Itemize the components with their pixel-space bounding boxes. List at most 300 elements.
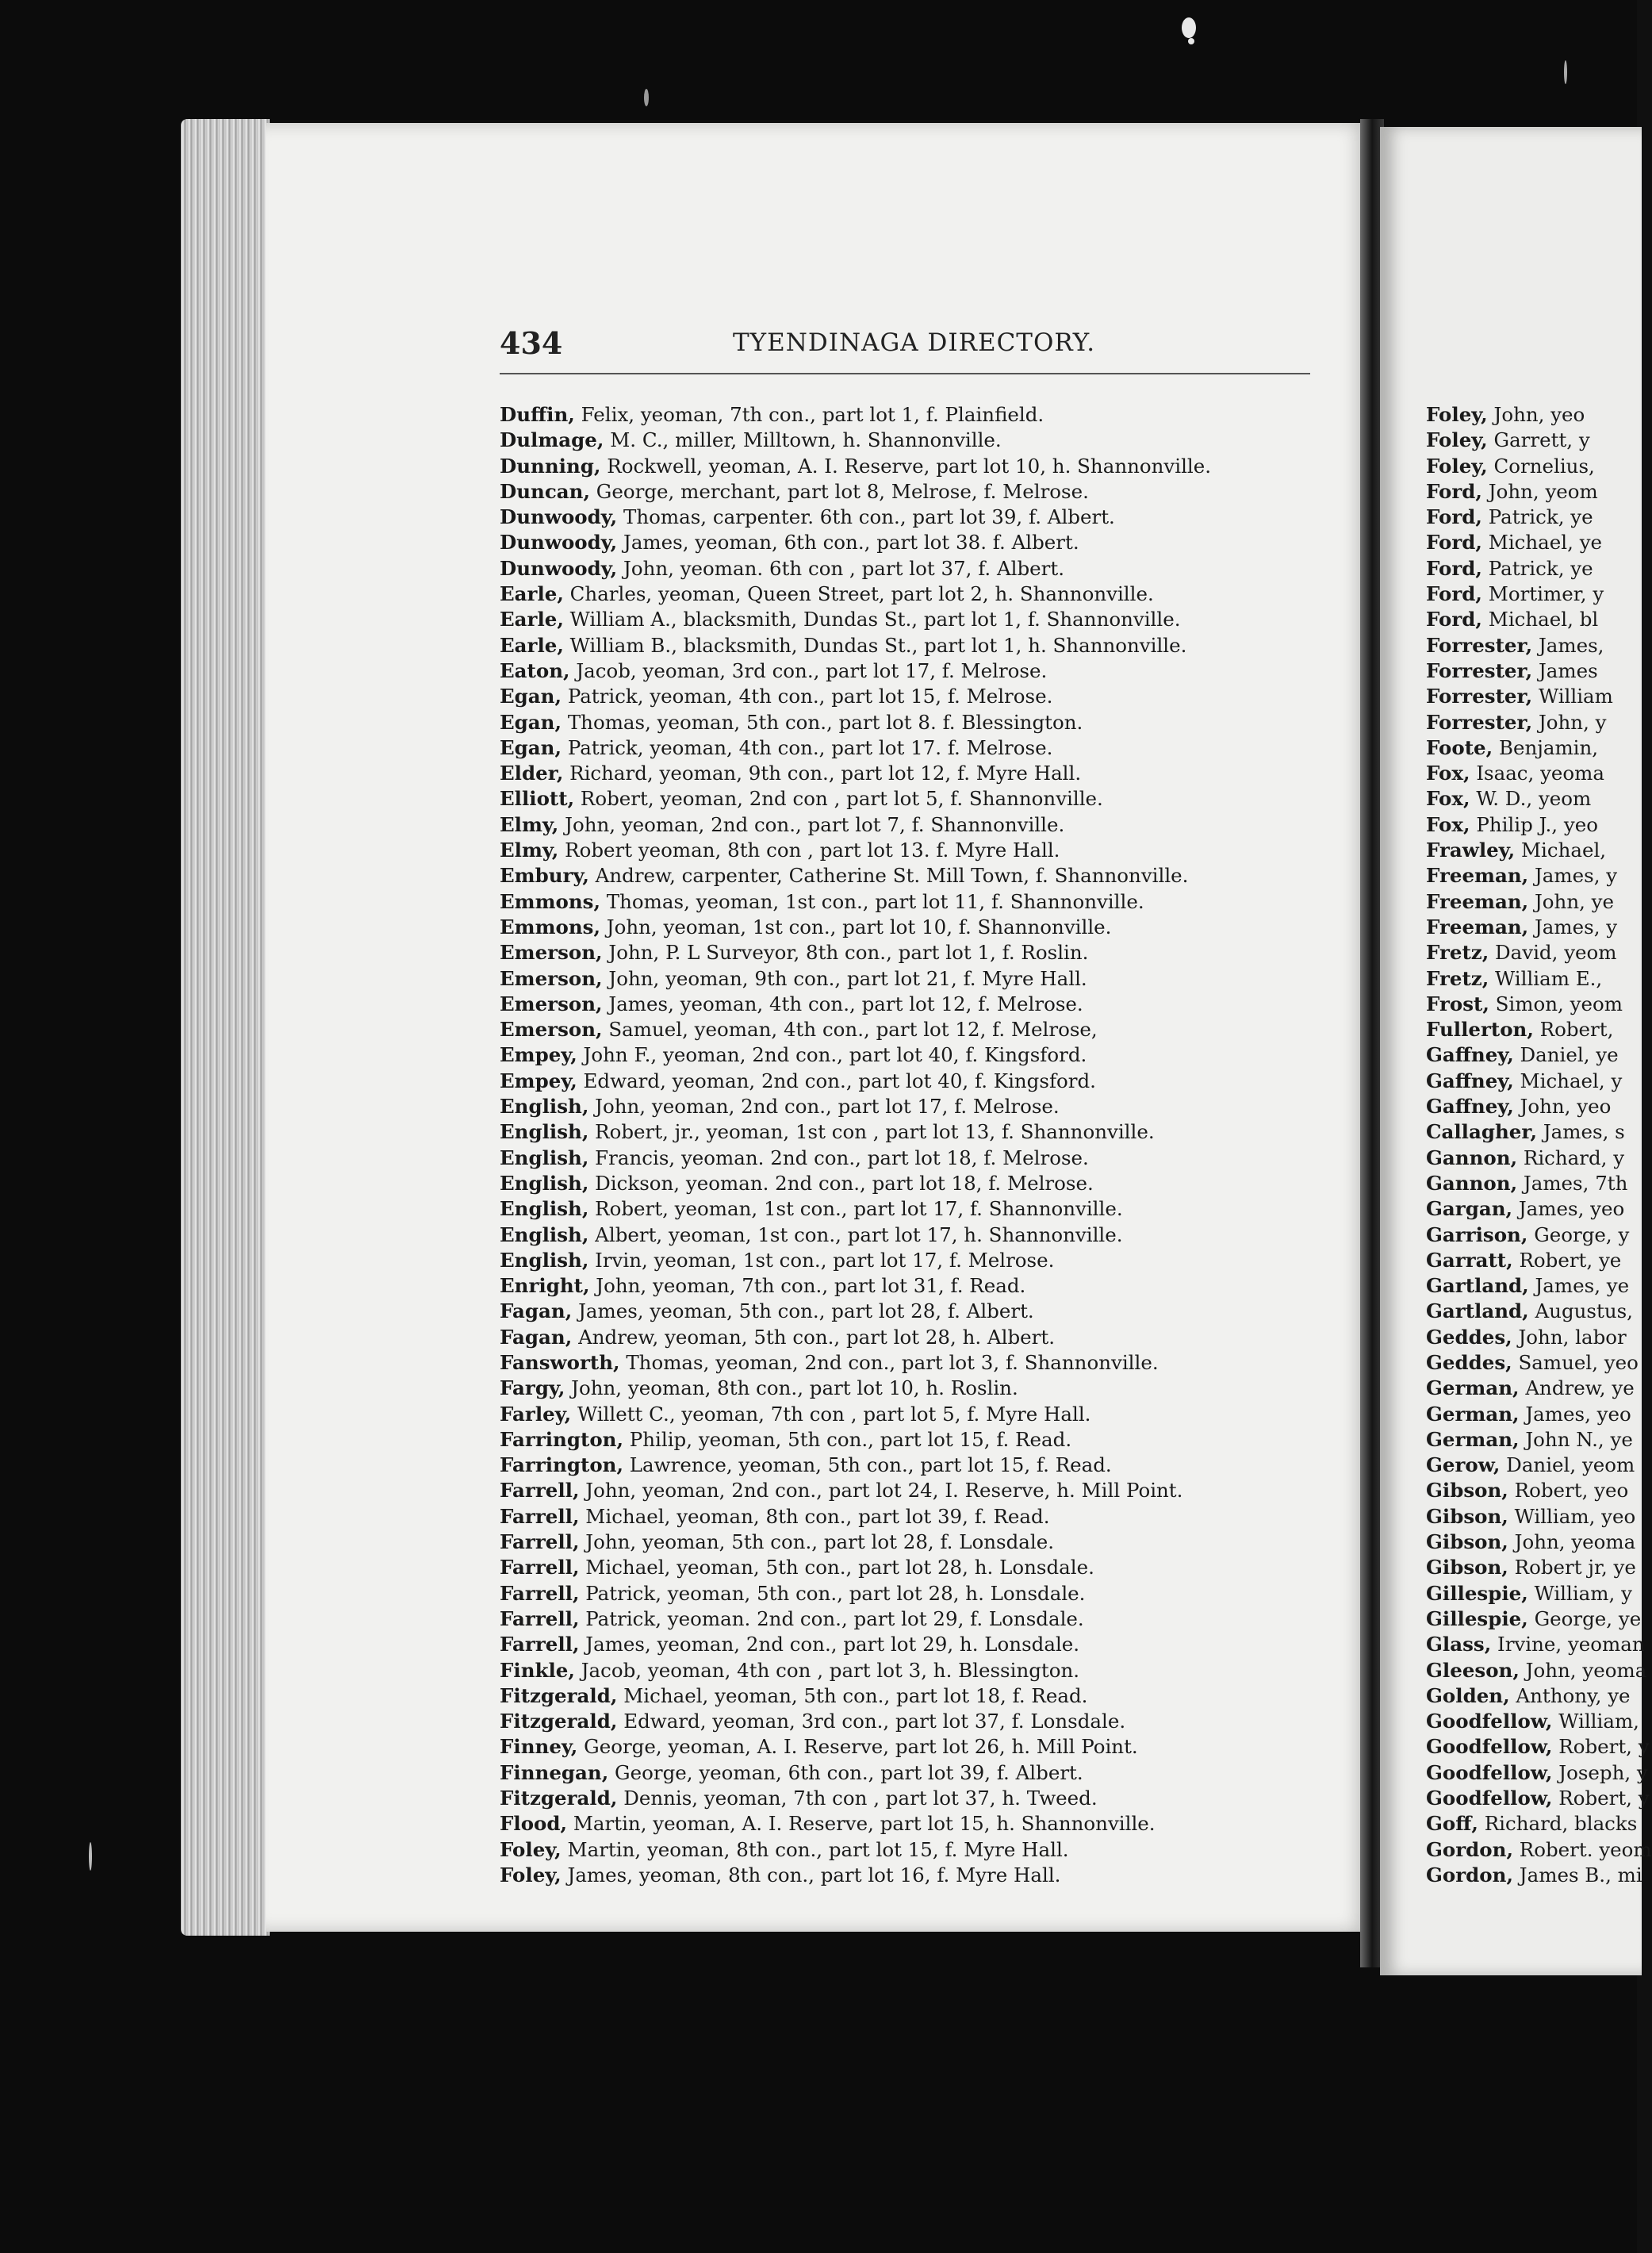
entry-surname: Fox, [1426,762,1470,785]
entry-details: Michael, yeoman, 5th con., part lot 28, h. Lonsdale. [579,1556,1094,1579]
directory-entry [1426,940,1637,965]
entry-details: Jacob, yeoman, 4th con , part lot 3, h. Blessington. [574,1658,1080,1682]
entry-surname: Frost, [1426,992,1489,1015]
entry-surname: Dunwoody, [500,556,618,580]
directory-entry [1426,1734,1650,1760]
directory-entry [500,1017,1348,1042]
entry-surname: Ford, [1426,556,1482,580]
directory-entry [1426,838,1637,863]
entry-surname: Gannon, [1426,1171,1518,1195]
entry-details: John, yeoma [1519,1658,1647,1682]
directory-entry [500,1837,1348,1863]
entry-details: William, [1552,1710,1639,1733]
directory-entry [1426,684,1637,709]
entry-details: Willett C., yeoman, 7th con , part lot 5, f. Myre Hall. [571,1402,1091,1426]
entry-details: Robert, y [1552,1735,1650,1759]
entry-surname: Gargan, [1426,1197,1513,1221]
dust-speck [1182,17,1196,38]
entry-surname: Ford, [1426,505,1482,529]
entry-details: Edward, yeoman, 2nd con., part lot 40, f. Kingsford. [577,1069,1096,1092]
directory-entry [500,992,1348,1017]
entry-details: Jacob, yeoman, 3rd con., part lot 17, f. Melrose. [569,658,1048,682]
entry-surname: English, [500,1222,589,1246]
entry-details: Richard, blacks [1478,1812,1638,1836]
entry-surname: Gordon, [1426,1837,1513,1861]
entry-details: James, 7th [1517,1171,1628,1195]
entry-surname: Gerow, [1426,1453,1501,1477]
entry-details: William [1532,685,1613,708]
directory-entry [1426,812,1637,838]
directory-entry [500,684,1348,709]
directory-entry [1426,1478,1637,1503]
directory-entry [500,1222,1348,1248]
entry-surname: Empey, [500,1069,577,1092]
entry-surname: Ford, [1426,479,1482,503]
directory-entry [500,607,1348,632]
directory-entry [500,761,1348,786]
directory-entry [1426,1042,1637,1068]
dust-speck [1564,60,1567,84]
entry-surname: Forrester, [1426,658,1533,682]
entry-surname: Freeman, [1426,889,1529,913]
entry-details: Andrew, ye [1519,1376,1635,1400]
directory-entry [1426,1171,1637,1196]
directory-entry [1426,1299,1637,1324]
entry-surname: Enright, [500,1274,590,1298]
entry-surname: Dulmage, [500,428,604,452]
entry-surname: Gillespie, [1426,1606,1528,1630]
entry-surname: Farrell, [500,1633,580,1656]
entry-details: Patrick, yeoman, 5th con., part lot 28, h. Lonsdale. [579,1581,1086,1605]
entry-surname: English, [500,1171,589,1195]
entry-surname: Gibson, [1426,1504,1508,1528]
directory-entry [1426,1837,1652,1863]
entry-surname: Farley, [500,1402,572,1426]
entry-details: James, yeo [1512,1197,1625,1221]
directory-entry [500,454,1348,479]
entry-details: Isaac, yeoma [1470,762,1605,785]
entry-details: John, yeoman, 2nd con., part lot 24, I. Reserve, h. Mill Point. [579,1479,1183,1503]
entry-details: James, yeoman, 5th con., part lot 28, f. Albert. [572,1299,1034,1323]
directory-entry [1426,1402,1637,1427]
entry-surname: Garrison, [1426,1222,1528,1246]
directory-entry [500,812,1348,838]
entry-surname: Farrington, [500,1453,623,1477]
entry-details: Joseph, y [1552,1760,1648,1784]
directory-entry [1426,556,1637,581]
entry-details: Daniel, yeom [1500,1453,1635,1477]
directory-entry [1426,1760,1648,1786]
directory-entry [1426,915,1637,940]
entry-surname: Foley, [1426,454,1488,478]
entry-surname: German, [1426,1427,1520,1451]
directory-entry [500,710,1348,735]
entry-surname: Golden, [1426,1683,1510,1707]
entry-surname: Duncan, [500,479,591,503]
entry-details: Thomas, yeoman, 1st con., part lot 11, f. Shannonville. [600,889,1144,913]
entry-details: Patrick, yeoman, 4th con., part lot 17. f. Melrose. [562,735,1053,759]
entry-surname: Emerson, [500,1018,603,1042]
directory-entry [500,1069,1348,1094]
directory-entry [500,863,1348,889]
entry-surname: Fansworth, [500,1350,620,1374]
entry-surname: Geddes, [1426,1325,1512,1349]
directory-entry [1426,710,1637,735]
entry-details: Lawrence, yeoman, 5th con., part lot 15, f. Read. [623,1453,1112,1477]
entry-details: John, yeoman, 5th con., part lot 28, f. Lonsdale. [579,1530,1055,1554]
entry-surname: Fullerton, [1426,1018,1534,1042]
directory-entry [500,1453,1348,1478]
entry-surname: Egan, [500,710,562,734]
entry-surname: Egan, [500,685,562,708]
entry-details: Richard, y [1517,1146,1625,1169]
entry-surname: Finnegan, [500,1760,609,1784]
entry-surname: Ford, [1426,608,1482,631]
directory-entry [500,889,1348,915]
directory-entry [500,1504,1348,1530]
dust-speck [644,89,649,106]
entry-surname: Farrington, [500,1427,623,1451]
entry-surname: Flood, [500,1812,568,1836]
entry-surname: Forrester, [1426,685,1533,708]
entry-surname: Gordon, [1426,1863,1513,1886]
entry-surname: English, [500,1146,589,1169]
entry-details: Andrew, yeoman, 5th con., part lot 28, h. Albert. [572,1325,1055,1349]
entry-details: Andrew, carpenter, Catherine St. Mill Town, f. Shannonville. [588,864,1189,888]
directory-entry [1426,1709,1637,1734]
entry-details: Dennis, yeoman, 7th con , part lot 37, h. Tweed. [617,1787,1098,1810]
entry-details: James, yeo [1519,1402,1631,1426]
entry-surname: Gleeson, [1426,1658,1520,1682]
entry-surname: Goff, [1426,1812,1478,1836]
entry-details: Thomas, yeoman, 2nd con., part lot 3, f. Shannonville. [619,1350,1159,1374]
entry-details: Robert yeoman, 8th con , part lot 13. f. Myre Hall. [558,839,1060,862]
entry-details: Francis, yeoman. 2nd con., part lot 18, f. Melrose. [588,1146,1089,1169]
entry-details: James B., mi [1513,1863,1642,1886]
directory-entry [500,1658,1348,1683]
directory-entry [500,505,1348,530]
entry-details: John, y [1532,710,1607,734]
directory-entry [1426,786,1637,812]
entry-surname: Ford, [1426,582,1482,606]
entry-details: John, yeo [1513,1095,1612,1119]
entry-details: John, yeo [1487,403,1585,426]
entry-details: James, ye [1528,1274,1630,1298]
directory-entry [500,530,1348,555]
entry-details: M. C., miller, Milltown, h. Shannonville. [604,428,1002,452]
directory-entry [500,915,1348,940]
entry-surname: English, [500,1248,589,1272]
page-edges [181,119,270,1936]
directory-entry [1426,479,1637,505]
directory-entry [1426,966,1637,992]
entry-details: John, yeoman. 6th con , part lot 37, f. Albert. [617,556,1065,580]
entry-details: William E., [1489,966,1603,990]
entry-details: Patrick, yeoman, 4th con., part lot 15, f. Melrose. [562,685,1053,708]
entry-details: Samuel, yeoman, 4th con., part lot 12, f. Melrose, [602,1018,1098,1042]
entry-details: Dickson, yeoman. 2nd con., part lot 18, f. Melrose. [588,1171,1094,1195]
entry-surname: Foley, [1426,403,1488,426]
entry-details: James, y [1528,915,1618,938]
entry-details: Robert, yeoman, 1st con., part lot 17, f. Shannonville. [588,1197,1123,1221]
entry-details: James, y [1528,864,1618,888]
entry-details: Michael, yeoman, 8th con., part lot 39, f. Read. [579,1504,1050,1528]
directory-entry [1426,1325,1637,1350]
entry-details: Irvine, yeoman [1491,1633,1645,1656]
directory-entry [1426,761,1637,786]
entry-details: Philip J., yeo [1470,812,1598,836]
directory-entry [1426,889,1637,915]
header-rule [500,373,1310,374]
directory-entry [500,1196,1348,1222]
entry-surname: Fagan, [500,1299,573,1323]
entry-details: John, yeoman, 8th con., part lot 10, h. Roslin. [565,1376,1018,1400]
directory-entry [1426,1273,1637,1299]
entry-details: Martin, yeoman, 8th con., part lot 15, f. Myre Hall. [561,1837,1069,1861]
directory-entry [500,1325,1348,1350]
directory-entry [1426,1376,1637,1401]
entry-details: Martin, yeoman, A. I. Reserve, part lot 15, h. Shannonville. [567,1812,1156,1836]
entry-surname: Gibson, [1426,1479,1508,1503]
directory-entry [1426,735,1637,761]
directory-entry [1426,1453,1637,1478]
entry-details: Michael, y [1513,1069,1623,1092]
entry-surname: Elmy, [500,839,559,862]
entry-surname: Foote, [1426,735,1493,759]
entry-details: John, yeoman, 1st con., part lot 10, f. Shannonville. [600,915,1112,938]
entry-details: Patrick, ye [1481,505,1593,529]
entry-surname: Emmons, [500,915,600,938]
entry-surname: English, [500,1120,589,1144]
directory-entry [500,658,1348,684]
entry-details: Patrick, yeoman. 2nd con., part lot 29, f. Lonsdale. [579,1606,1084,1630]
directory-entry [1426,863,1637,889]
directory-entry [1426,1863,1642,1888]
directory-entry [500,1478,1348,1503]
entry-surname: Foley, [500,1863,562,1886]
directory-entry [1426,1094,1637,1119]
entry-details: Michael, yeoman, 5th con., part lot 18, f. Read. [617,1683,1088,1707]
entry-details: Thomas, yeoman, 5th con., part lot 8. f. Blessington. [562,710,1083,734]
directory-entry [500,966,1348,992]
entry-surname: Forrester, [1426,710,1533,734]
directory-entry [1426,1069,1637,1094]
entry-surname: Gibson, [1426,1556,1508,1579]
entry-details: David, yeom [1489,941,1617,965]
entry-details: James, [1532,633,1604,657]
entry-details: Irvin, yeoman, 1st con., part lot 17, f. Melrose. [588,1248,1055,1272]
entry-details: Robert, yeoman, 2nd con , part lot 5, f. Shannonville. [574,787,1103,811]
entry-details: Augustus, [1528,1299,1633,1323]
directory-entry [1426,1530,1637,1555]
directory-entry [500,1811,1348,1837]
entry-details: Robert, y [1552,1787,1650,1810]
directory-entry [500,1171,1348,1196]
directory-entry [1426,1632,1645,1657]
directory-entry [500,1709,1348,1734]
entry-details: George, merchant, part lot 8, Melrose, f. Melrose. [590,479,1089,503]
entry-details: George, ye [1527,1606,1642,1630]
entry-surname: Farrell, [500,1504,580,1528]
entry-details: Samuel, yeo [1512,1350,1639,1374]
directory-entry [1426,1119,1637,1145]
entry-surname: Gaffney, [1426,1043,1514,1067]
entry-surname: Farrell, [500,1606,580,1630]
entry-surname: Fagan, [500,1325,573,1349]
entry-details: Patrick, ye [1481,556,1593,580]
entry-surname: Fretz, [1426,941,1489,965]
entry-surname: Emmons, [500,889,600,913]
dust-speck [1188,38,1194,44]
directory-entry [1426,992,1637,1017]
directory-entry [500,1581,1348,1606]
entry-details: Felix, yeoman, 7th con., part lot 1, f. Plainfield. [574,403,1044,426]
right-page-entries [1426,402,1652,1888]
directory-entry [500,838,1348,863]
directory-entry [1426,633,1637,658]
entry-details: Thomas, carpenter. 6th con., part lot 39, f. Albert. [617,505,1115,529]
entry-details: James [1532,658,1598,682]
directory-entry [1426,607,1637,632]
entry-details: Robert, jr., yeoman, 1st con , part lot 13, f. Shannonville. [588,1120,1155,1144]
entry-details: Albert, yeoman, 1st con., part lot 17, h. Shannonville. [588,1222,1123,1246]
directory-entry [1426,1248,1637,1273]
directory-entry [1426,1606,1642,1632]
entry-details: Daniel, ye [1513,1043,1619,1067]
directory-entry [500,556,1348,581]
directory-entry [500,428,1348,453]
entry-details: W. D., yeom [1470,787,1592,811]
entry-details: Robert, [1533,1018,1614,1042]
directory-entry [500,1786,1348,1811]
entry-surname: Dunning, [500,454,601,478]
directory-entry [1426,581,1637,607]
directory-entry [1426,1658,1647,1683]
entry-surname: Earle, [500,633,564,657]
entry-details: John, yeoman, 2nd con., part lot 7, f. Shannonville. [558,812,1065,836]
directory-entry [1426,1811,1637,1837]
entry-details: John F., yeoman, 2nd con., part lot 40, f. Kingsford. [577,1043,1087,1067]
directory-entry [500,786,1348,812]
entry-details: Rockwell, yeoman, A. I. Reserve, part lot 10, h. Shannonville. [600,454,1212,478]
directory-entry [500,1683,1348,1709]
entry-surname: Duffin, [500,403,575,426]
entry-surname: Dunwoody, [500,531,618,555]
directory-entry [1426,1350,1637,1376]
directory-entry [500,940,1348,965]
directory-entry [1426,1581,1637,1606]
entry-surname: Dunwoody, [500,505,618,529]
entry-details: Robert. yeom [1513,1837,1652,1861]
entry-surname: Farrell, [500,1479,580,1503]
entry-details: William, y [1527,1581,1632,1605]
entry-details: John, yeoma [1508,1530,1636,1554]
entry-details: Philip, yeoman, 5th con., part lot 15, f. Read. [623,1427,1072,1451]
directory-entry [500,1248,1348,1273]
directory-entry [1426,454,1637,479]
entry-surname: Fretz, [1426,966,1489,990]
directory-entry [500,1427,1348,1453]
entry-surname: Emerson, [500,992,603,1015]
directory-entry [500,479,1348,505]
entry-details: John, yeom [1481,479,1598,503]
entry-surname: Farrell, [500,1556,580,1579]
dust-speck [89,1842,92,1871]
directory-entry [500,1350,1348,1376]
entry-surname: Goodfellow, [1426,1735,1553,1759]
entry-details: Robert jr, ye [1508,1556,1636,1579]
entry-surname: Foley, [1426,428,1488,452]
entry-details: James, yeoman, 2nd con., part lot 29, h. Lonsdale. [579,1633,1080,1656]
entry-surname: Egan, [500,735,562,759]
directory-entries [500,402,1348,1888]
entry-surname: Gannon, [1426,1146,1518,1169]
entry-details: George, yeoman, A. I. Reserve, part lot 26, h. Mill Point. [577,1735,1138,1759]
directory-entry [1426,658,1637,684]
entry-surname: Earle, [500,608,564,631]
directory-entry [500,633,1348,658]
directory-entry [1426,1555,1637,1580]
directory-entry [1426,1786,1650,1811]
entry-details: William A., blacksmith, Dundas St., part lot 1, f. Shannonville. [563,608,1181,631]
directory-entry [500,1042,1348,1068]
entry-surname: Gillespie, [1426,1581,1528,1605]
entry-surname: Embury, [500,864,589,888]
entry-surname: Gibson, [1426,1530,1508,1554]
entry-details: Richard, yeoman, 9th con., part lot 12, f. Myre Hall. [563,762,1082,785]
directory-entry [1426,1146,1637,1171]
entry-surname: Emerson, [500,966,603,990]
directory-entry [1426,428,1637,453]
directory-entry [1426,1683,1637,1709]
entry-surname: Emerson, [500,941,603,965]
entry-surname: Freeman, [1426,864,1529,888]
entry-surname: English, [500,1095,589,1119]
entry-details: Michael, [1515,839,1607,862]
directory-entry [500,1530,1348,1555]
entry-surname: Goodfellow, [1426,1787,1553,1810]
entry-details: Robert, ye [1512,1248,1622,1272]
entry-details: James, yeoman, 4th con., part lot 12, f. Melrose. [602,992,1083,1015]
directory-entry [500,1376,1348,1401]
directory-entry [500,1760,1348,1786]
entry-details: Michael, ye [1481,531,1603,555]
directory-entry [500,1094,1348,1119]
entry-surname: Gaffney, [1426,1095,1514,1119]
directory-entry [500,1555,1348,1580]
directory-entry [500,1863,1348,1888]
entry-details: John, yeoman, 2nd con., part lot 17, f. Melrose. [588,1095,1060,1119]
directory-entry [1426,530,1637,555]
entry-details: George, yeoman, 6th con., part lot 39, f. Albert. [608,1760,1083,1784]
directory-entry [1426,505,1637,530]
entry-surname: Elliott, [500,787,575,811]
entry-details: John, yeoman, 7th con., part lot 31, f. Read. [589,1274,1026,1298]
entry-details: William B., blacksmith, Dundas St., part lot 1, h. Shannonville. [563,633,1187,657]
entry-surname: Geddes, [1426,1350,1512,1374]
entry-surname: Gartland, [1426,1274,1529,1298]
directory-entry [500,402,1348,428]
directory-entry [500,581,1348,607]
directory-entry [500,1146,1348,1171]
directory-entry [500,1734,1348,1760]
entry-surname: Foley, [500,1837,562,1861]
entry-surname: Farrell, [500,1530,580,1554]
entry-surname: Empey, [500,1043,577,1067]
entry-surname: German, [1426,1376,1520,1400]
entry-surname: Gartland, [1426,1299,1529,1323]
directory-entry [1426,1222,1637,1248]
